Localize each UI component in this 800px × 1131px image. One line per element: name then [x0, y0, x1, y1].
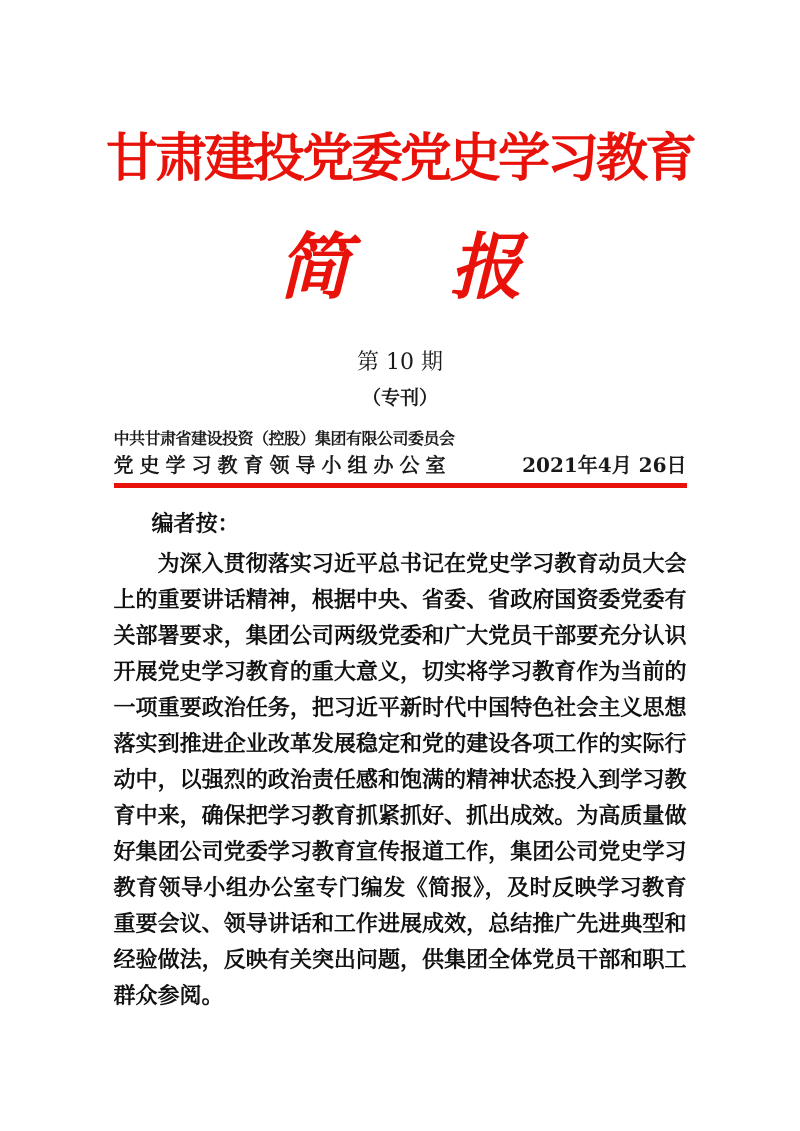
- masthead-title: 甘肃建投党委党史学习教育: [105, 129, 694, 189]
- masthead-subtitle-char-1: 简: [277, 224, 350, 309]
- document-body: [114, 510, 687, 1014]
- issuing-office-row: [114, 452, 687, 478]
- issuing-org-line1: 中共甘肃省建设投资（控股）集团有限公司委员会: [113, 429, 455, 448]
- editor-note-paragraph: 为深入贯彻落实习近平总书记在党史学习教育动员大会上的重要讲话精神，根据中央、省委、省政府国资委党委有关部署要求，集团公司两级党委和广大党员干部要充分认识开展党史学习教育的重大意义，切实将学习教育作为当前的一项重要政治任务，把习近平新时代中国特色社会主义思想落实到推进企业改革发展稳定和党的建设各项工作的实际行动中，以强烈的政治责任感和饱满的精神状态投入到学习教育中来，确保把学习教育抓紧抓好、抓出成效。为高质量做好集团公司党委学习教育宣传报道工作，集团公司党史学习教育领导小组办公室专门编发《简报》，及时反映学习教育重要会议、领导讲话和工作进展成效，总结推广先进典型和经验做法，反映有关突出问题，供集团全体党员干部和职工群众参阅。: [113, 551, 687, 1009]
- issuing-org-line2: 党史学习教育领导小组办公室: [113, 453, 452, 477]
- issue-type-label: （专刊）: [361, 387, 438, 409]
- issue-date: 2021年4月 26日: [522, 453, 687, 477]
- issue-number: 第 10 期: [357, 350, 443, 375]
- masthead-subtitle: [0, 226, 800, 308]
- editor-note-label: 编者按：: [151, 512, 240, 537]
- issuing-office-block: [114, 428, 687, 488]
- red-divider-rule: [114, 483, 687, 488]
- masthead-subtitle-char-2: 报: [450, 224, 523, 309]
